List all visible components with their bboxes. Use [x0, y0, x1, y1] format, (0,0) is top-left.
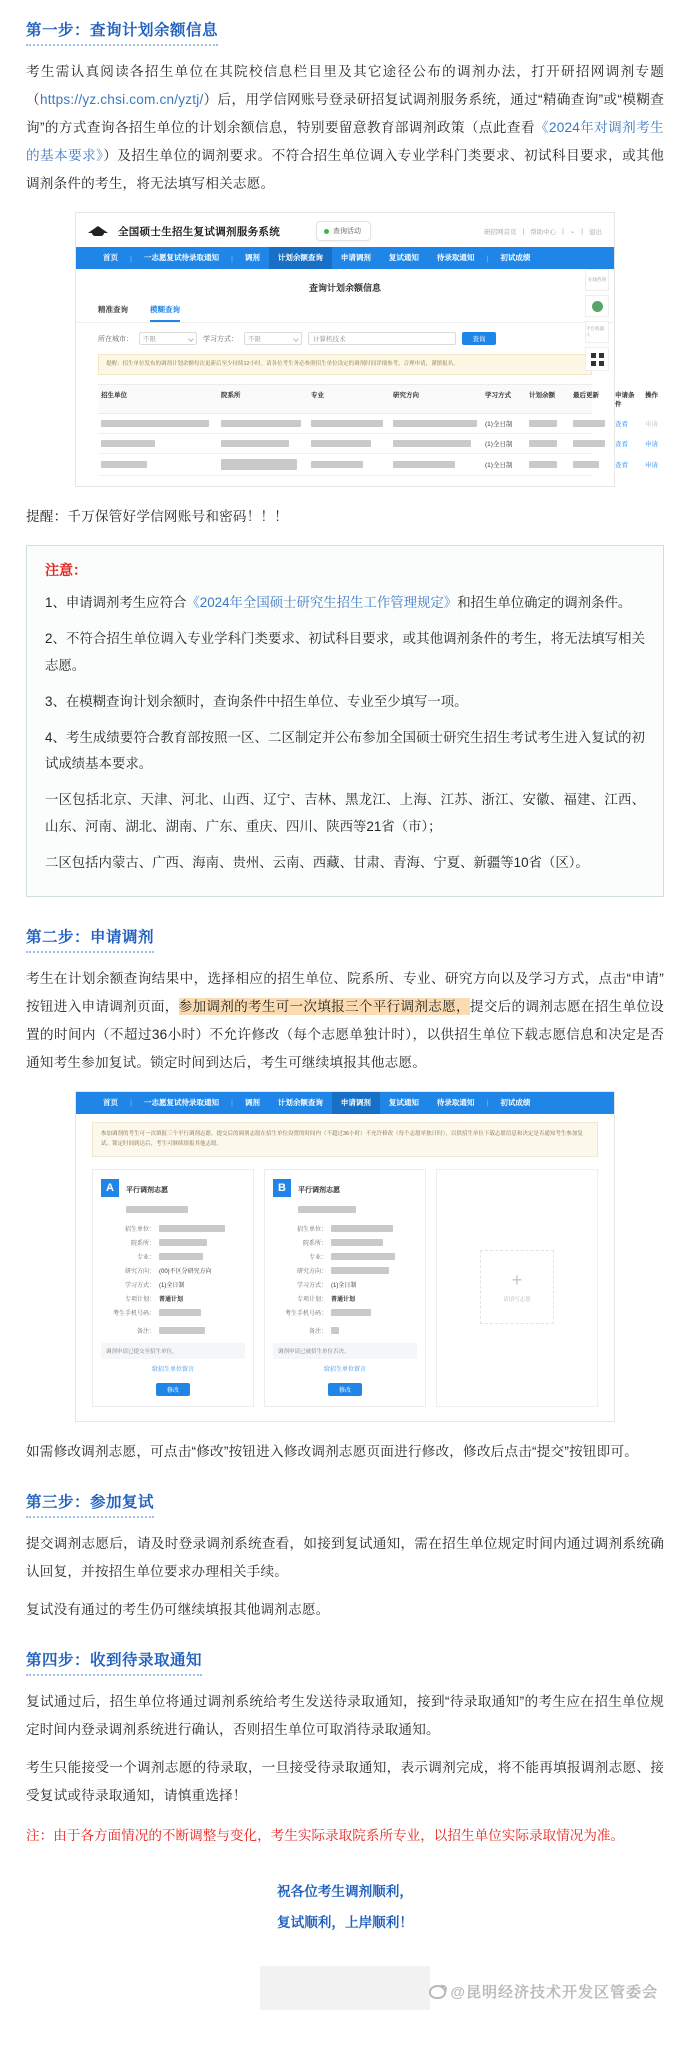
redacted-bar: [573, 461, 599, 468]
redacted-bar: [298, 1206, 356, 1213]
redacted-bar: [159, 1225, 225, 1232]
card-b-status: 调剂申请已被招生单位否决。: [273, 1343, 417, 1359]
redacted-bar: [159, 1253, 203, 1260]
nav-item-plan-query[interactable]: 计划余额查询: [277, 1097, 323, 1107]
basic-requirements-link[interactable]: 《2024年对调剂考生的基本要求》: [26, 120, 664, 163]
platform-robot-tool[interactable]: [585, 321, 609, 343]
top-link-sep1: |: [522, 227, 525, 235]
field-label: 备注：: [136, 1328, 155, 1335]
step1-text-b: ）后，用学信网账号登录研招复试调剂服务系统，通过“精确查询”或“模糊查询”的方式查询各招生单位的计划余额信息，特别要留意教育部调剂政策（点此查看: [26, 92, 664, 135]
nav-item-reexam-notice[interactable]: 复试通知: [388, 1097, 419, 1107]
field-label: 学习方式：: [124, 1282, 155, 1289]
robot-avatar-icon[interactable]: [585, 295, 609, 317]
redacted-bar: [126, 1206, 188, 1213]
card-a-title-wrap: [126, 1179, 188, 1219]
nav-item-admission-notice[interactable]: 待录取通知: [436, 253, 475, 262]
redacted-bar: [221, 420, 301, 427]
cell-dept: [218, 415, 308, 432]
city-select-value: 不限: [143, 336, 156, 343]
nav-item-home[interactable]: 首页: [103, 1097, 118, 1107]
card-b-field-phone: [273, 1308, 417, 1317]
card-a-title: 平行调剂志愿: [126, 1186, 168, 1194]
step1-paragraph: [26, 58, 664, 198]
notice-zone-1: 一区包括北京、天津、河北、山西、辽宁、吉林、黑龙江、上海、江苏、浙江、安徽、福建、江西、山东、河南、湖北、湖南、广东、重庆、四川、陕西等21省（市）；: [45, 792, 645, 835]
step3-heading: 第三步：参加复试: [26, 1490, 154, 1518]
th-condition: 申请条件: [615, 392, 635, 409]
keyword-input[interactable]: [308, 332, 456, 345]
qr-code-icon[interactable]: [585, 347, 609, 371]
city-select[interactable]: [139, 332, 197, 345]
step1-heading: 第一步：查询计划余额信息: [26, 18, 218, 46]
redacted-bar: [331, 1253, 395, 1260]
city-filter-label: 所在城市：: [98, 335, 133, 343]
cell-action[interactable]: [642, 455, 666, 474]
weibo-handle: @昆明经济技术开发区管委会: [450, 1984, 658, 2002]
redacted-bar: [159, 1309, 201, 1316]
view-link[interactable]: 查看: [615, 441, 628, 449]
field-label: 院系所：: [302, 1240, 327, 1247]
card-b-field-major: [273, 1252, 417, 1261]
nav-item-transfer[interactable]: 调剂: [244, 1097, 260, 1107]
shot1-tabs[interactable]: [76, 304, 614, 323]
field-value: (1)全日制: [159, 1282, 185, 1289]
redacted-bar: [529, 440, 557, 447]
cell-action[interactable]: [642, 434, 666, 453]
card-b-field-unit: [273, 1224, 417, 1233]
nav-item-first-choice[interactable]: 一志愿复试待录取通知: [143, 1097, 219, 1107]
card-a-edit-button[interactable]: 修改: [156, 1383, 190, 1396]
online-consult-label: 在线咨询: [588, 277, 606, 282]
redacted-bar: [101, 420, 209, 427]
view-link[interactable]: 查看: [615, 421, 628, 429]
management-regulation-link[interactable]: 《2024年全国硕士研究生招生工作管理规定》: [186, 595, 458, 611]
chevron-down-icon: [293, 336, 299, 342]
cell-condition[interactable]: [612, 414, 642, 433]
cell-dept: [218, 454, 308, 475]
field-value: (00)不区分研究方向: [159, 1268, 212, 1275]
step1-text-c: ）及招生单位的调剂要求。不符合招生单位调入专业学科门类要求、初试科目要求，或其他调剂条件的考生，将无法填写相关志愿。: [26, 148, 665, 191]
field-label: 考生手机号码：: [112, 1310, 155, 1317]
nav-sep-1: |: [130, 253, 132, 263]
activity-badge-label: 查询活动: [333, 228, 361, 235]
view-link[interactable]: 查看: [615, 462, 628, 470]
plus-icon: +: [511, 1270, 523, 1291]
redacted-bar: [311, 420, 383, 427]
card-a-field-unit: [101, 1224, 245, 1233]
volunteer-card-empty[interactable]: [436, 1169, 598, 1407]
step4-paragraph-b: 考生只能接受一个调剂志愿的待录取，一旦接受待录取通知，表示调剂完成，将不能再填报调剂志愿、接受复试或待录取通知，请慎重选择！: [26, 1759, 664, 1803]
th-action: 操作: [645, 392, 658, 400]
field-label: 研究方向：: [124, 1268, 155, 1275]
field-label: 招生单位：: [296, 1226, 327, 1233]
table-row[interactable]: [98, 414, 658, 434]
apply-link[interactable]: 申请: [645, 462, 658, 470]
shot2-navbar[interactable]: [76, 1092, 614, 1114]
redacted-bar: [393, 440, 471, 447]
apply-link-disabled[interactable]: 申请: [645, 421, 658, 429]
th-major: 专业: [311, 392, 324, 400]
card-letter-a: A: [101, 1179, 119, 1197]
cell-direction: [390, 435, 482, 452]
redacted-bar: [573, 440, 605, 447]
apply-link[interactable]: 申请: [645, 441, 658, 449]
weibo-icon: [429, 1985, 446, 1999]
graduation-cap-icon: [88, 225, 108, 238]
notice-zone-2: 二区包括内蒙古、广西、海南、贵州、云南、西藏、甘肃、青海、宁夏、新疆等10省（区）。: [45, 854, 589, 870]
field-label: 专业：: [136, 1254, 155, 1261]
th-direction: 研究方向: [393, 392, 419, 400]
cell-major: [308, 415, 390, 432]
qr-glyph: [591, 353, 604, 366]
step4-paragraph-a: 复试通过后，招生单位将通过调剂系统给考生发送待录取通知，接到“待录取通知”的考生应在招生单位规定时间内登录调剂系统进行确认，否则招生单位可取消待录取通知。: [26, 1693, 664, 1737]
field-label: 专项计划：: [296, 1296, 327, 1303]
shot1-side-tools[interactable]: [584, 269, 610, 371]
redacted-bar: [311, 440, 371, 447]
step2-after-paragraph: 如需修改调剂志愿，可点击“修改”按钮进入修改调剂志愿页面进行修改，修改后点击“提交”按钮即可。: [26, 1443, 639, 1459]
th-unit: 招生单位: [101, 392, 127, 400]
redacted-bar: [331, 1267, 389, 1274]
redacted-bar: [159, 1327, 205, 1334]
card-a-field-phone: [101, 1308, 245, 1317]
shot1-header: [76, 213, 614, 247]
red-note: 注：由于各方面情况的不断调整与变化，考生实际录取院系所专业，以招生单位实际录取情况为准。: [26, 1827, 625, 1843]
cell-unit: [98, 435, 218, 452]
shot1-filters[interactable]: [76, 323, 614, 354]
add-volunteer-box[interactable]: [480, 1250, 554, 1324]
shot1-navbar[interactable]: [76, 247, 614, 269]
cell-condition[interactable]: [612, 434, 642, 453]
mode-select[interactable]: [244, 332, 302, 345]
cell-mode: (1)全日制: [485, 441, 513, 449]
search-button[interactable]: 查询: [462, 332, 496, 345]
online-consult-tool[interactable]: [585, 269, 609, 291]
table-row[interactable]: [98, 454, 658, 476]
step1-reminder: 提醒：千万保管好学信网账号和密码！！！: [26, 509, 289, 525]
redacted-bar: [159, 1239, 207, 1246]
step1-text-a: 考生需认真阅读各招生单位在其院校信息栏目里及其它途径公布的调剂办法，打开研招网调剂专题（: [26, 64, 664, 107]
nav-item-reexam-notice[interactable]: 复试通知: [388, 253, 419, 262]
shot2-note: 参加调剂的考生可一次填报三个平行调剂志愿。提交后的调剂志愿在招生单位设置的时间内（不超过36小时）不允许修改（每个志愿单独计时），以供招生单位下载志愿信息和决定是否通知考生参加复试。锁定时间到达后，考生可继续填报其他志愿。: [92, 1122, 598, 1157]
nav-item-apply[interactable]: 申请调剂: [332, 1092, 380, 1114]
notice-item-1: 1、申请调剂考生应符合《2024年全国硕士研究生招生工作管理规定》和招生单位确定的调剂条件。: [45, 595, 632, 611]
cell-updated: [570, 435, 612, 452]
card-b-field-dept: [273, 1238, 417, 1247]
step2-text-b: 提交后的调剂志愿在招生单位设置的时间内（不超过36小时）不允许修改（每个志愿单独计时），以供招生单位下载志愿信息和决定是否通知考生参加复试。锁定时间到达后，考生可继续填报其他志愿。: [26, 998, 665, 1070]
redacted-bar: [221, 440, 289, 447]
keyword-input-value: 计算机技术: [313, 336, 346, 343]
notice-item-3: 3、在模糊查询计划余额时，查询条件中招生单位、专业至少填写一项。: [45, 693, 468, 709]
nav-item-scores[interactable]: 初试成绩: [500, 253, 531, 262]
nav-item-admission-notice[interactable]: 待录取通知: [436, 1097, 475, 1107]
card-a-field-mode: [101, 1280, 245, 1289]
card-a-field-dept: [101, 1238, 245, 1247]
volunteer-card-b[interactable]: [264, 1169, 426, 1407]
top-link-1[interactable]: 帮助中心: [530, 228, 557, 236]
cell-dept: [218, 435, 308, 452]
card-a-message-link[interactable]: 给招生单位留言: [151, 1366, 194, 1373]
card-a-header: [101, 1179, 245, 1219]
step3-paragraph-b: 复试没有通过的考生仍可继续填报其他调剂志愿。: [26, 1601, 330, 1617]
cell-updated: [570, 415, 612, 432]
card-b-field-note: [273, 1326, 417, 1335]
field-label: 备注：: [308, 1328, 327, 1335]
redacted-bar: [331, 1239, 383, 1246]
closing-line-2: 复试顺利，上岸顺利！: [277, 1914, 413, 1930]
shot1-tip: 提醒：招生单位发布的调剂计划余额每次更新后至少持续12小时。请各位考生务必参照招生单位设定的调剂时间详细参考，合理申请，谨慎报名。: [98, 354, 592, 375]
card-b-title-wrap: [298, 1179, 356, 1219]
closing-line-1: 祝各位考生调剂顺利，: [277, 1883, 413, 1899]
redacted-bar: [221, 459, 297, 470]
th-mode: 学习方式: [485, 392, 511, 400]
platform-robot-label: 平台机器人: [586, 326, 604, 337]
redacted-bar: [529, 420, 557, 427]
notice-box: [26, 545, 664, 896]
volunteer-cards: [76, 1157, 614, 1421]
shot1-page-title: 查询计划余额信息: [308, 283, 381, 293]
status-dot-icon: [324, 229, 329, 234]
top-link-0[interactable]: 研招网首页: [483, 228, 517, 236]
add-volunteer-label: 请填写志愿: [503, 1297, 531, 1304]
nav-item-transfer[interactable]: 调剂: [244, 253, 260, 262]
cell-quota: [526, 415, 570, 432]
notice-title: 注意：: [45, 562, 87, 579]
redacted-bar: [101, 440, 155, 447]
step2-text-a: 考生在计划余额查询结果中，选择相应的招生单位、院系所、专业、研究方向以及学习方式，点击“申请”按钮进入申请调剂页面，: [26, 970, 664, 1014]
nav-sep-1: |: [130, 1098, 132, 1108]
cell-action[interactable]: [642, 414, 666, 433]
mode-select-value: 不限: [248, 336, 261, 343]
step4-heading: 第四步：收到待录取通知: [26, 1648, 202, 1676]
field-label: 考生手机号码：: [284, 1310, 327, 1317]
step2-highlight: 参加调剂的考生可一次填报三个平行调剂志愿，: [178, 998, 470, 1014]
nav-item-scores[interactable]: 初试成绩: [500, 1097, 531, 1107]
card-b-field-plan: [273, 1294, 417, 1303]
watermark-placeholder-box: [260, 1966, 430, 2010]
cell-mode: (1)全日制: [485, 462, 513, 470]
screenshot-apply-transfer: [75, 1091, 615, 1422]
nav-sep-2: |: [230, 1098, 233, 1108]
th-quota: 计划余额: [529, 392, 555, 400]
card-b-field-direction: [273, 1266, 417, 1275]
activity-badge[interactable]: [316, 221, 371, 241]
weibo-watermark: [429, 1981, 658, 2002]
mode-filter-label: 学习方式：: [203, 335, 238, 343]
card-b-message-link[interactable]: 给招生单位留言: [323, 1366, 366, 1373]
card-a-field-major: [101, 1252, 245, 1261]
card-a-field-direction: [101, 1266, 245, 1275]
field-value: (1)全日制: [331, 1282, 357, 1289]
card-b-edit-button[interactable]: 修改: [328, 1383, 362, 1396]
redacted-bar: [331, 1225, 393, 1232]
tab-precise-query[interactable]: 精准查询: [98, 305, 128, 314]
footer-watermark: [26, 1938, 664, 2010]
nav-sep-3: |: [486, 253, 489, 263]
cell-unit: [98, 415, 218, 432]
tab-fuzzy-query[interactable]: 模糊查询: [150, 304, 180, 322]
notice-item-2: 2、不符合招生单位调入专业学科门类要求、初试科目要求，或其他调剂条件的考生，将无法填写相关志愿。: [45, 631, 645, 673]
cell-quota: [526, 456, 570, 473]
redacted-bar: [393, 461, 455, 468]
plan-table: [98, 384, 658, 476]
avatar: [592, 301, 603, 312]
field-label: 院系所：: [130, 1240, 155, 1247]
step2-paragraph: [26, 965, 664, 1077]
redacted-bar: [101, 461, 147, 468]
card-b-field-mode: [273, 1280, 417, 1289]
card-b-header: [273, 1179, 417, 1219]
chevron-down-icon[interactable]: ⌄: [569, 228, 576, 235]
nav-item-first-choice[interactable]: 一志愿复试待录取通知: [143, 253, 219, 262]
cell-mode: (1)全日制: [485, 421, 513, 429]
card-a-field-plan: [101, 1294, 245, 1303]
cell-condition[interactable]: [612, 455, 642, 474]
field-label: 专项计划：: [124, 1296, 155, 1303]
shot1-system-name: 全国硕士生招生复试调剂服务系统: [118, 225, 280, 238]
th-updated: 最后更新: [573, 392, 599, 400]
field-label: 学习方式：: [296, 1282, 327, 1289]
field-label: 专业：: [308, 1254, 327, 1261]
table-header-row: [98, 384, 658, 414]
nav-item-apply[interactable]: 申请调剂: [340, 253, 371, 262]
card-letter-b: B: [273, 1179, 291, 1197]
redacted-bar: [573, 420, 605, 427]
yztj-link[interactable]: https://yz.chsi.com.cn/yztj/: [39, 92, 204, 107]
card-a-field-note: [101, 1326, 245, 1335]
redacted-bar: [393, 420, 477, 427]
th-dept: 院系所: [221, 392, 241, 400]
nav-sep-3: |: [486, 1098, 489, 1108]
cell-major: [308, 435, 390, 452]
volunteer-card-a[interactable]: [92, 1169, 254, 1407]
cell-direction: [390, 415, 482, 432]
top-link-sep2: |: [562, 227, 564, 235]
top-link-sep3: |: [581, 227, 583, 235]
nav-sep-2: |: [230, 253, 233, 263]
field-label: 招生单位：: [124, 1226, 155, 1233]
shot1-top-links[interactable]: [484, 227, 602, 236]
cell-major: [308, 456, 390, 473]
field-label: 研究方向：: [296, 1268, 327, 1275]
cell-unit: [98, 456, 218, 473]
chevron-down-icon: [188, 336, 194, 342]
redacted-bar: [331, 1309, 371, 1316]
cell-quota: [526, 435, 570, 452]
redacted-bar: [331, 1327, 339, 1334]
table-row[interactable]: [98, 434, 658, 454]
step3-paragraph-a: 提交调剂志愿后，请及时登录调剂系统查看，如接到复试通知，需在招生单位规定时间内通过调剂系统确认回复，并按招生单位要求办理相关手续。: [26, 1535, 664, 1579]
nav-item-home[interactable]: 首页: [103, 253, 118, 262]
nav-item-plan-query[interactable]: 计划余额查询: [269, 247, 332, 269]
card-a-status: 调剂申请已提交至招生单位。: [101, 1343, 245, 1359]
screenshot-plan-query: [75, 212, 658, 487]
cell-direction: [390, 456, 482, 473]
card-b-title: 平行调剂志愿: [298, 1186, 340, 1194]
redacted-bar: [311, 461, 363, 468]
top-link-logout[interactable]: 退出: [589, 228, 602, 236]
redacted-bar: [529, 461, 557, 468]
cell-updated: [570, 456, 612, 473]
field-value: 普通计划: [331, 1296, 356, 1303]
field-value: 普通计划: [159, 1296, 184, 1303]
step2-heading: 第二步：申请调剂: [26, 925, 154, 953]
notice-item-4: 4、考生成绩要符合教育部按照一区、二区制定并公布参加全国硕士研究生招生考试考生进入复试的初试成绩基本要求。: [45, 729, 645, 772]
closing-block: [26, 1876, 664, 1939]
